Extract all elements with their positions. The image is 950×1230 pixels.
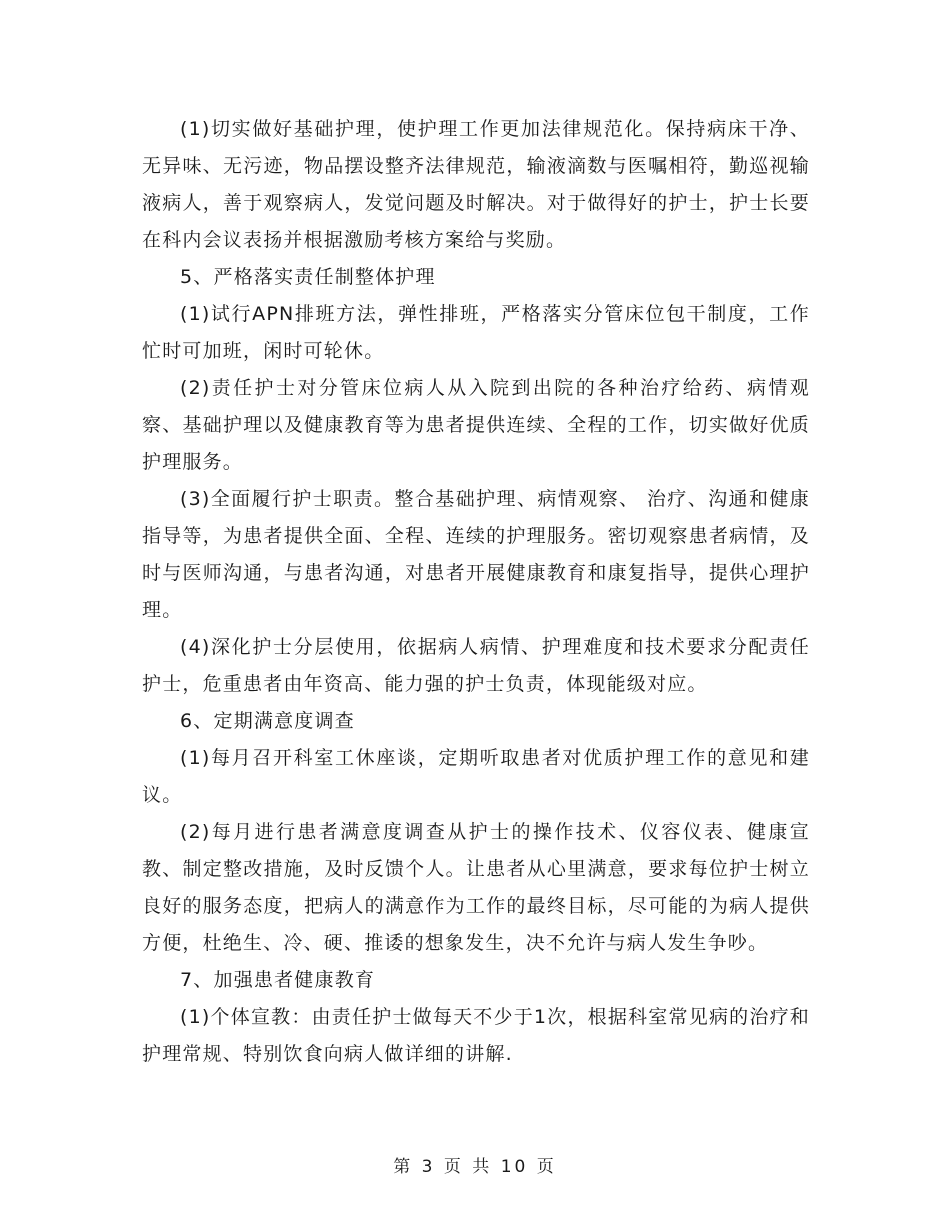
page-number-footer: 第 3 页 共 10 页 [393, 1157, 557, 1177]
paragraph-layered-use: (4)深化护士分层使用，依据病人病情、护理难度和技术要求分配责任护士，危重患者由年资高、能力强的护士负责，体现能级对应。 [142, 636, 810, 695]
section-heading-5: 5、严格落实责任制整体护理 [180, 266, 436, 288]
paragraph-monthly-meeting: (1)每月召开科室工休座谈，定期听取患者对优质护理工作的意见和建议。 [142, 747, 810, 806]
paragraph-nurse-duties: (3)全面履行护士职责。整合基础护理、病情观察、 治疗、沟通和健康指导等，为患者提供全面、全程、连续的护理服务。密切观察患者病情，及时与医师沟通，与患者沟通，对患者开展健康教育和康复指导，提供心理护理。 [142, 488, 810, 621]
paragraph-apn-scheduling: (1)试行APN排班方法，弹性排班，严格落实分管床位包干制度，工作忙时可加班，闲时可轮休。 [142, 303, 810, 362]
paragraph-individual-education: (1)个体宣教：由责任护士做每天不少于1次，根据科室常见病的治疗和护理常规、特别饮食向病人做详细的讲解. [142, 1006, 810, 1065]
paragraph-basic-care: (1)切实做好基础护理，使护理工作更加法律规范化。保持病床干净、无异味、无污迹，物品摆设整齐法律规范，输液滴数与医嘱相符，勤巡视输液病人，善于观察病人，发觉问题及时解决。对于做得好的护士，护士长要在科内会议表扬并根据激励考核方案给与奖励。 [142, 118, 810, 251]
document-body [142, 111, 810, 1073]
section-heading-6: 6、定期满意度调查 [180, 710, 355, 732]
section-heading-7: 7、加强患者健康教育 [180, 969, 376, 991]
paragraph-responsible-nurse: (2)责任护士对分管床位病人从入院到出院的各种治疗给药、病情观察、基础护理以及健康教育等为患者提供连续、全程的工作，切实做好优质护理服务。 [142, 377, 810, 473]
paragraph-satisfaction-survey: (2)每月进行患者满意度调查从护士的操作技术、仪容仪表、健康宣教、制定整改措施，及时反馈个人。让患者从心里满意，要求每位护士树立良好的服务态度，把病人的满意作为工作的最终目标，尽可能的为病人提供方便，杜绝生、冷、硬、推诿的想象发生，决不允许与病人发生争吵。 [142, 821, 810, 954]
